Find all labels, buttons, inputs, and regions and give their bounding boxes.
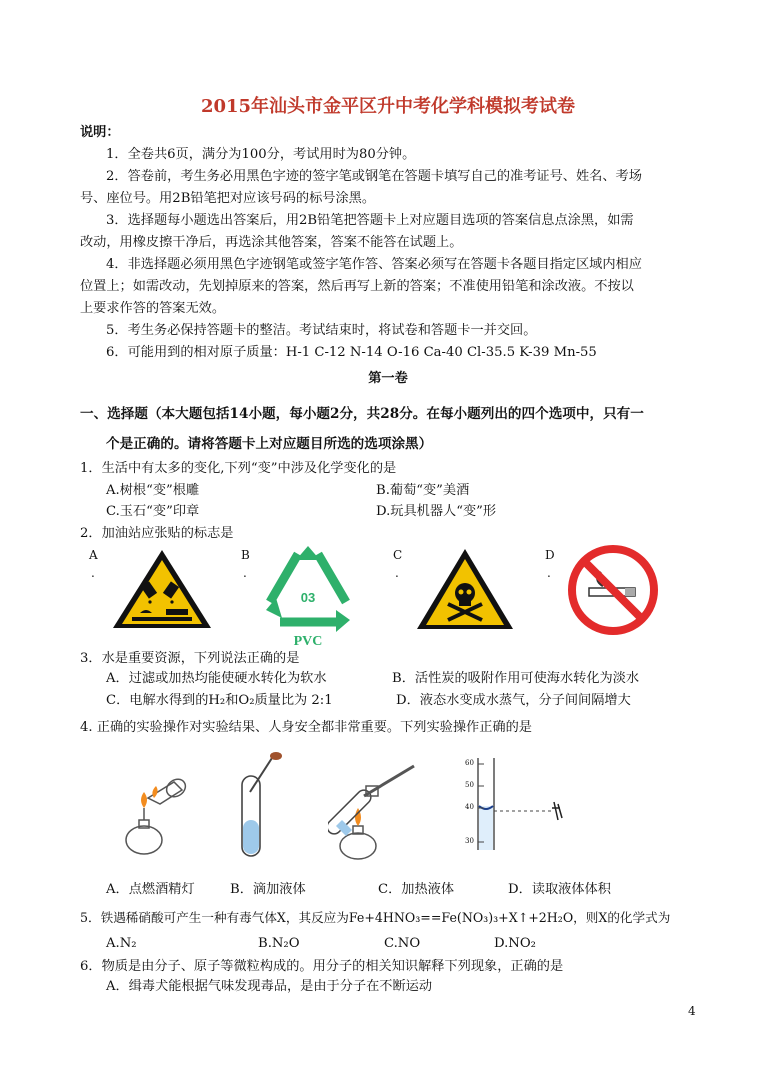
instruction-line: 改动，用橡皮擦干净后，再选涂其他答案，答案不能答在试题上。 bbox=[80, 235, 463, 250]
q1-option-c: C.玉石“变”印章 bbox=[106, 504, 200, 519]
question-2-stem: 2．加油站应张贴的标志是 bbox=[80, 526, 234, 541]
question-6-stem: 6．物质是由分子、原子等微粒构成的。用分子的相关知识解释下列现象，正确的是 bbox=[80, 959, 564, 974]
q2-label-d: D bbox=[545, 548, 555, 562]
instruction-line: 位置上；如需改动，先划掉原来的答案，然后再写上新的答案；不准使用铅笔和涂改液。不按以 bbox=[80, 279, 634, 294]
q2-dot: . bbox=[243, 566, 247, 580]
q5-option-d: D.NO₂ bbox=[494, 936, 536, 951]
heating-test-tube-icon bbox=[328, 758, 428, 864]
page-number: 4 bbox=[688, 1004, 696, 1018]
section-heading: 个是正确的。请将答题卡上对应题目所选的选项涂黑） bbox=[106, 436, 433, 452]
instruction-line: 6．可能用到的相对原子质量：H-1 C-12 N-14 O-16 Ca-40 Cl-35.5 K-39 Mn-55 bbox=[106, 345, 597, 360]
no-smoking-icon bbox=[567, 544, 659, 636]
q2-label-a: A bbox=[89, 548, 98, 562]
instruction-line: 上要求作答的答案无效。 bbox=[80, 301, 226, 316]
instruction-line: 2．答卷前，考生务必用黑色字迹的签字笔或钢笔在答题卡填写自己的准考证号、姓名、考场 bbox=[106, 169, 642, 184]
question-1-stem: 1．生活中有太多的变化,下列“变”中涉及化学变化的是 bbox=[80, 461, 397, 476]
toxic-sign-icon bbox=[414, 546, 516, 632]
q1-option-a: A.树根“变”根雕 bbox=[106, 483, 200, 498]
question-5-stem: 5．铁遇稀硝酸可产生一种有毒气体X，其反应为Fe+4HNO₃==Fe(NO₃)₃+X↑+2H₂O，则X的化学式为 bbox=[80, 910, 671, 925]
q2-label-b: B bbox=[241, 548, 250, 562]
q3-option-a: A．过滤或加热均能使硬水转化为软水 bbox=[106, 671, 327, 686]
q3-option-c: C．电解水得到的H₂和O₂质量比为 2:1 bbox=[106, 693, 333, 708]
question-3-stem: 3．水是重要资源，下列说法正确的是 bbox=[80, 651, 300, 666]
recycle-text: PVC bbox=[293, 634, 323, 648]
q2-dot: . bbox=[547, 566, 551, 580]
q5-option-a: A.N₂ bbox=[106, 936, 137, 951]
recycle-pvc-icon bbox=[258, 544, 358, 648]
section-heading: 一、选择题（本大题包括14小题，每小题2分，共28分。在每小题列出的四个选项中，只有一 bbox=[80, 406, 644, 422]
cylinder-tick: 50 bbox=[465, 781, 474, 789]
alcohol-lamp-lighting-icon bbox=[118, 760, 190, 860]
q4-option-c: C．加热液体 bbox=[378, 882, 455, 897]
cylinder-tick: 30 bbox=[465, 837, 474, 845]
q2-label-c: C bbox=[393, 548, 403, 562]
q6-option-a: A．缉毒犬能根据气味发现毒品，是由于分子在不断运动 bbox=[106, 979, 433, 994]
q1-option-d: D.玩具机器人“变”形 bbox=[376, 504, 497, 519]
instruction-line: 1．全卷共6页，满分为100分，考试用时为80分钟。 bbox=[106, 147, 416, 162]
instruction-line: 4．非选择题必须用黑色字迹钢笔或签字笔作答、答案必须写在答题卡各题目指定区域内相应 bbox=[106, 257, 642, 272]
instructions-heading: 说明： bbox=[80, 125, 120, 140]
q2-dot: . bbox=[395, 566, 399, 580]
corrosive-sign-icon bbox=[110, 547, 214, 631]
q5-option-b: B.N₂O bbox=[258, 936, 300, 951]
dropper-test-tube-icon bbox=[232, 752, 290, 862]
instruction-line: 5．考生务必保持答题卡的整洁。考试结束时，将试卷和答题卡一并交回。 bbox=[106, 323, 537, 338]
graduated-cylinder-icon bbox=[468, 756, 578, 856]
recycle-number: 03 bbox=[300, 590, 316, 605]
q3-option-d: D．液态水变成水蒸气，分子间间隔增大 bbox=[396, 693, 631, 708]
cylinder-tick: 60 bbox=[465, 759, 474, 767]
q1-option-b: B.葡萄“变”美酒 bbox=[376, 483, 470, 498]
q4-option-a: A．点燃酒精灯 bbox=[106, 882, 195, 897]
page-title: 2015年汕头市金平区升中考化学科模拟考试卷 bbox=[200, 96, 576, 117]
q2-dot: . bbox=[91, 566, 95, 580]
q4-option-b: B．滴加液体 bbox=[230, 882, 306, 897]
q3-option-b: B．活性炭的吸附作用可使海水转化为淡水 bbox=[392, 671, 640, 686]
q5-option-c: C.NO bbox=[384, 936, 421, 951]
instruction-line: 号、座位号。用2B铅笔把对应该号码的标号涂黑。 bbox=[80, 191, 376, 206]
cylinder-tick: 40 bbox=[465, 803, 474, 811]
q4-option-d: D．读取液体体积 bbox=[508, 882, 611, 897]
part-title: 第一卷 bbox=[368, 371, 408, 386]
instruction-line: 3．选择题每小题选出答案后，用2B铅笔把答题卡上对应题目选项的答案信息点涂黑，如需 bbox=[106, 213, 634, 228]
question-4-stem: 4. 正确的实验操作对实验结果、人身安全都非常重要。下列实验操作正确的是 bbox=[80, 720, 532, 735]
